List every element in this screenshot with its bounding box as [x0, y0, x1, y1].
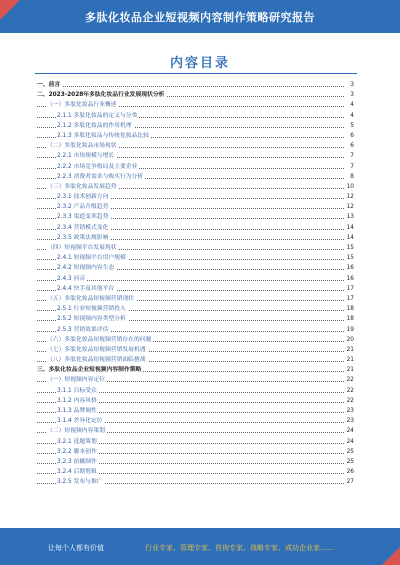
toc-entry-text: 2.2.3 消费者需求与购买行为分析	[57, 172, 145, 182]
toc-entry-text: 2.2.2 市场竞争格局及主要企业	[57, 162, 139, 172]
document-title: 多肽化妆品企业短视频内容制作策略研究报告	[85, 11, 315, 24]
toc-entry-page: 17	[344, 294, 354, 304]
toc-entry-page: 16	[344, 263, 354, 273]
toc-entry[interactable]	[37, 90, 354, 100]
toc-entry-page: 13	[344, 212, 354, 222]
toc-entry[interactable]	[37, 151, 354, 161]
toc-title: 内容目录	[169, 56, 230, 71]
toc-entry[interactable]	[37, 233, 354, 243]
toc-leader-dots	[37, 86, 344, 87]
toc-entry-text: 2.4.4 快手及其他平台	[57, 284, 116, 294]
toc-entry[interactable]	[37, 202, 354, 212]
toc-entry-page: 23	[344, 416, 354, 426]
toc-entry-page: 27	[344, 477, 354, 487]
toc-entry[interactable]	[37, 111, 354, 121]
toc-entry-page: 6	[344, 141, 354, 151]
toc-entry-text: （八）多肽化妆品短视频营销面临挑战	[47, 355, 148, 365]
toc-entry[interactable]	[37, 375, 354, 385]
toc-entry[interactable]	[37, 141, 354, 151]
toc-entry-text: 2.3.1 技术创新方向	[57, 192, 110, 202]
toc-entry[interactable]	[37, 447, 354, 457]
toc-entry[interactable]	[37, 172, 354, 182]
toc-entry[interactable]	[37, 274, 354, 284]
toc-entry-page: 3	[344, 90, 354, 100]
toc-entry[interactable]	[37, 223, 354, 233]
toc-entry-text: 2.5.1 行业短视频营销投入	[57, 304, 128, 314]
toc-entry[interactable]	[37, 314, 354, 324]
toc-entry-page: 7	[344, 162, 354, 172]
toc-entry[interactable]	[37, 243, 354, 253]
toc-entry-page: 18	[344, 314, 354, 324]
toc-entry-text: 2.4.1 短视频平台用户规模	[57, 253, 128, 263]
toc-entry[interactable]	[37, 162, 354, 172]
toc-entry-text: 3.2.5 发布与推广	[57, 477, 105, 487]
toc-entry-page: 15	[344, 243, 354, 253]
toc-entry[interactable]	[37, 345, 354, 355]
toc-entry-page: 3	[344, 80, 354, 90]
toc-entry-page: 21	[344, 365, 354, 375]
toc-entry-page: 23	[344, 406, 354, 416]
toc-entry-text: （一）短视频内容定位	[47, 375, 107, 385]
toc-entry[interactable]	[37, 212, 354, 222]
toc-entry-text: （六）多肽化妆品短视频营销存在的问题	[47, 335, 153, 345]
toc-entry-text: 一、前言	[37, 80, 62, 90]
toc-entry-text: 2.3.5 政策法规影响	[57, 233, 110, 243]
toc-entry-text: 3.1.2 内容风格	[57, 396, 99, 406]
toc-entry-text: 2.5.2 短视频内容类型分析	[57, 314, 128, 324]
toc-entry[interactable]	[37, 253, 354, 263]
toc-entry-page: 22	[344, 375, 354, 385]
toc-entry-page: 14	[344, 223, 354, 233]
toc-entry[interactable]	[37, 335, 354, 345]
toc-entry[interactable]	[37, 131, 354, 141]
toc-entry-page: 21	[344, 345, 354, 355]
toc-entry[interactable]	[37, 365, 354, 375]
toc-entry-text: 2.4.2 短视频内容生态	[57, 263, 116, 273]
toc-entry-page: 24	[344, 437, 354, 447]
toc-entry-text: （五）多肽化妆品短视频营销现状	[47, 294, 136, 304]
footer-bar	[0, 528, 400, 565]
footer-corner-decoration	[382, 547, 400, 565]
toc-entry-text: 2.4.3 抖音	[57, 274, 87, 284]
toc-entry-page: 21	[344, 355, 354, 365]
toc-entry-text: 2.3.4 营销模式变化	[57, 223, 110, 233]
toc-entry[interactable]	[37, 325, 354, 335]
toc-entry-page: 8	[344, 172, 354, 182]
footer-slogan: 让每个人都有价值	[48, 544, 104, 552]
toc-entry[interactable]	[37, 284, 354, 294]
toc-entry-page: 14	[344, 233, 354, 243]
toc-entry-page: 4	[344, 100, 354, 110]
toc-entry-page: 25	[344, 457, 354, 467]
toc-entry-page: 26	[344, 467, 354, 477]
toc-entry[interactable]	[37, 457, 354, 467]
toc-entry-page: 7	[344, 151, 354, 161]
toc-top-rule	[35, 73, 357, 74]
toc-entry[interactable]	[37, 192, 354, 202]
toc-entry-text: 三、多肽化妆品企业短视频内容制作策略	[37, 365, 143, 375]
toc-entry-page: 22	[344, 396, 354, 406]
toc-entry[interactable]	[37, 100, 354, 110]
toc-entry[interactable]	[37, 467, 354, 477]
toc-entry[interactable]	[37, 294, 354, 304]
toc-entry[interactable]	[37, 406, 354, 416]
toc-entry-page: 10	[344, 182, 354, 192]
toc-entry-text: （二）多肽化妆品市场现状	[47, 141, 119, 151]
toc-entry[interactable]	[37, 304, 354, 314]
toc-entry-page: 19	[344, 325, 354, 335]
toc-entry-text: 3.2.2 脚本创作	[57, 447, 99, 457]
toc-entry-text: 3.2.1 选题策划	[57, 437, 99, 447]
toc-entry-text: 二、2023-2028年多肽化妆品行业发展现状分析	[37, 90, 166, 100]
toc-entry[interactable]	[37, 80, 354, 90]
toc-entry[interactable]	[37, 121, 354, 131]
toc-entry-page: 16	[344, 274, 354, 284]
toc-entry-text: （三）多肽化妆品发展趋势	[47, 182, 119, 192]
toc-entry-page: 24	[344, 426, 354, 436]
toc-entry-page: 12	[344, 202, 354, 212]
toc-entry-page: 4	[344, 111, 354, 121]
toc-entry-text: 2.3.2 产品升级趋势	[57, 202, 110, 212]
toc-entry-text: 2.1.3 多肽化妆品与传统化妆品比较	[57, 131, 151, 141]
toc-entry-text: 2.3.3 渠道变革趋势	[57, 212, 110, 222]
toc-entry-page: 20	[344, 335, 354, 345]
toc-entry-text: 3.1.1 目标受众	[57, 386, 99, 396]
toc-entry-text: 2.1.2 多肽化妆品的作用机理	[57, 121, 134, 131]
toc-entry-text: （一）多肽化妆品行业概述	[47, 100, 119, 110]
toc-entry[interactable]	[37, 355, 354, 365]
toc-entry-page: 15	[344, 253, 354, 263]
toc-entry-text: （二）短视频内容策划	[47, 426, 107, 436]
toc-entry-page: 22	[344, 386, 354, 396]
toc-entry-text: 2.5.3 营销效果评估	[57, 325, 110, 335]
toc-entry-text: 3.1.3 品牌调性	[57, 406, 99, 416]
toc-entry-page: 17	[344, 284, 354, 294]
toc-entry-page: 12	[344, 192, 354, 202]
toc-entry[interactable]	[37, 182, 354, 192]
toc-entry-page: 25	[344, 447, 354, 457]
toc-entry-page: 6	[344, 131, 354, 141]
toc-entry[interactable]	[37, 396, 354, 406]
toc-entry-text: 2.1.1 多肽化妆品的定义与分类	[57, 111, 139, 121]
toc-entry[interactable]	[37, 416, 354, 426]
toc-entry[interactable]	[37, 437, 354, 447]
toc-entry-page: 18	[344, 304, 354, 314]
toc-entry-text: 3.1.4 差异化定位	[57, 416, 105, 426]
toc-entry-text: 2.2.1 市场规模与增长	[57, 151, 116, 161]
toc-entry-text: 3.2.4 后期剪辑	[57, 467, 99, 477]
toc-entry-page: 5	[344, 121, 354, 131]
toc-entry[interactable]	[37, 386, 354, 396]
table-of-contents	[37, 80, 354, 488]
toc-entry[interactable]	[37, 263, 354, 273]
header-bar	[0, 0, 400, 33]
toc-entry[interactable]	[37, 477, 354, 487]
footer-experts: 行业专家、管理专家、咨询专家、战略专家、成功企业家……	[145, 544, 334, 552]
toc-entry-text: （四）短视频平台发展现状	[47, 243, 119, 253]
toc-entry[interactable]	[37, 426, 354, 436]
toc-entry-text: （七）多肽化妆品短视频营销发展机遇	[47, 345, 148, 355]
toc-entry-text: 3.2.3 拍摄制作	[57, 457, 99, 467]
